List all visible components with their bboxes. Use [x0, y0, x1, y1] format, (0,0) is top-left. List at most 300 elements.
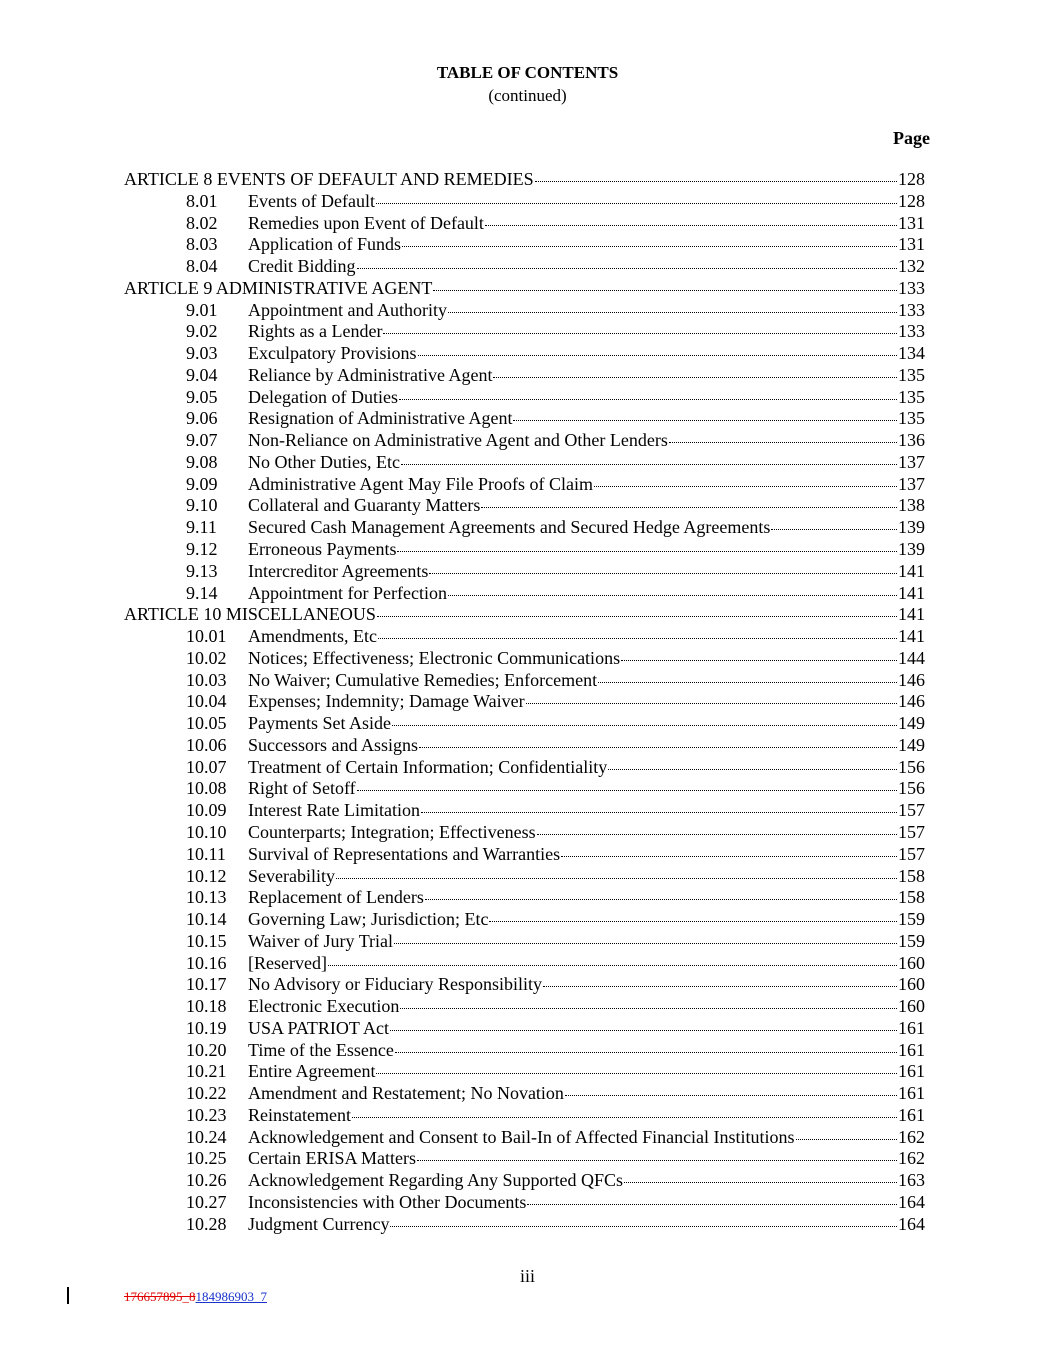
toc-page-number: 131 — [898, 234, 925, 255]
toc-page-number: 162 — [898, 1126, 925, 1147]
toc-section-number: 10.24 — [186, 1126, 227, 1147]
toc-entry-title: No Waiver; Cumulative Remedies; Enforcement — [248, 669, 598, 690]
toc-leader — [248, 713, 897, 735]
toc-leader — [248, 1214, 897, 1236]
toc-section-number: 10.15 — [186, 930, 227, 951]
toc-page-number: 159 — [898, 909, 925, 930]
toc-section-number: 10.23 — [186, 1104, 227, 1125]
dot-leader — [417, 1159, 897, 1161]
toc-entry-title: Events of Default — [248, 190, 375, 211]
toc-page-number: 160 — [898, 952, 925, 973]
toc-section-number: 10.03 — [186, 669, 227, 690]
toc-page-number: 141 — [898, 604, 925, 625]
toc-leader — [124, 278, 897, 300]
dot-leader — [527, 1203, 897, 1205]
toc-leader — [248, 866, 897, 888]
toc-section-number: 10.21 — [186, 1061, 227, 1082]
toc-entry-title: Amendments, Etc — [248, 626, 377, 647]
dot-leader — [771, 528, 897, 530]
toc-section-row — [0, 822, 1055, 844]
toc-section-number: 10.25 — [186, 1148, 227, 1169]
dot-leader — [397, 550, 897, 552]
toc-entry-title: Appointment for Perfection — [248, 582, 447, 603]
toc-section-number: 9.09 — [186, 473, 218, 494]
toc-section-row — [0, 517, 1055, 539]
toc-entry-title: Delegation of Duties — [248, 386, 398, 407]
change-bar — [67, 1287, 69, 1304]
toc-section-number: 10.05 — [186, 713, 227, 734]
toc-leader — [248, 800, 897, 822]
toc-entry-title: Administrative Agent May File Proofs of Claim — [248, 473, 593, 494]
toc-entry-title: Waiver of Jury Trial — [248, 930, 394, 951]
toc-leader — [248, 735, 897, 757]
toc-page-number: 133 — [898, 321, 925, 342]
toc-section-row — [0, 474, 1055, 496]
document-id-deleted: 176657895_8 — [124, 1289, 196, 1304]
toc-page-number: 137 — [898, 451, 925, 472]
toc-leader — [124, 169, 897, 191]
toc-entry-title: Electronic Execution — [248, 996, 400, 1017]
toc-section-row — [0, 996, 1055, 1018]
toc-section-row — [0, 866, 1055, 888]
toc-entry-title: Erroneous Payments — [248, 539, 397, 560]
toc-section-number: 10.08 — [186, 778, 227, 799]
toc-entry-title: Rights as a Lender — [248, 321, 383, 342]
toc-section-row — [0, 1018, 1055, 1040]
toc-section-row — [0, 931, 1055, 953]
toc-page-number: 132 — [898, 256, 925, 277]
dot-leader — [392, 724, 897, 726]
dot-leader — [489, 920, 897, 922]
toc-section-number: 9.02 — [186, 321, 218, 342]
dot-leader — [421, 811, 897, 813]
toc-section-row — [0, 757, 1055, 779]
dot-leader — [352, 1116, 897, 1118]
toc-leader — [248, 561, 897, 583]
toc-section-number: 9.05 — [186, 386, 218, 407]
toc-page-number: 136 — [898, 430, 925, 451]
dot-leader — [336, 877, 897, 879]
toc-entry-title: No Advisory or Fiduciary Responsibility — [248, 974, 542, 995]
toc-entry-title: Resignation of Administrative Agent — [248, 408, 513, 429]
toc-section-number: 10.18 — [186, 996, 227, 1017]
toc-entry-title: Interest Rate Limitation — [248, 800, 420, 821]
toc-leader — [248, 887, 897, 909]
toc-section-number: 10.10 — [186, 821, 227, 842]
toc-leader — [248, 321, 897, 343]
dot-leader — [395, 1051, 897, 1053]
dot-leader — [565, 1094, 897, 1096]
toc-page-number: 161 — [898, 1017, 925, 1038]
dot-leader — [608, 768, 897, 770]
toc-section-number: 9.03 — [186, 343, 218, 364]
toc-leader — [248, 909, 897, 931]
toc-section-row — [0, 1083, 1055, 1105]
toc-section-row — [0, 1127, 1055, 1149]
toc-article-row — [0, 278, 1055, 300]
toc-entry-title: Entire Agreement — [248, 1061, 376, 1082]
toc-leader — [248, 670, 897, 692]
toc-section-row — [0, 191, 1055, 213]
dot-leader — [390, 1225, 897, 1227]
dot-leader — [433, 289, 897, 291]
toc-leader — [248, 974, 897, 996]
dot-leader — [669, 441, 897, 443]
toc-section-row — [0, 1040, 1055, 1062]
toc-leader — [248, 1192, 897, 1214]
toc-leader — [248, 1148, 897, 1170]
dot-leader — [598, 681, 897, 683]
dot-leader — [448, 594, 897, 596]
toc-page-number: 131 — [898, 212, 925, 233]
dot-leader — [796, 1138, 897, 1140]
dot-leader — [418, 354, 898, 356]
toc-section-row — [0, 365, 1055, 387]
toc-entry-title: Severability — [248, 865, 335, 886]
dot-leader — [535, 180, 897, 182]
toc-page-number: 135 — [898, 364, 925, 385]
toc-section-number: 10.12 — [186, 865, 227, 886]
toc-section-number: 10.22 — [186, 1083, 227, 1104]
toc-entry-title: Application of Funds — [248, 234, 401, 255]
toc-leader — [248, 495, 897, 517]
toc-section-number: 9.10 — [186, 495, 218, 516]
toc-section-number: 10.11 — [186, 843, 226, 864]
toc-leader — [248, 1083, 897, 1105]
toc-leader — [248, 996, 897, 1018]
toc-entry-title: Replacement of Lenders — [248, 887, 424, 908]
toc-leader — [248, 430, 897, 452]
dot-leader — [543, 985, 897, 987]
toc-entry-title: Certain ERISA Matters — [248, 1148, 416, 1169]
toc-page-number: 128 — [898, 169, 925, 189]
toc-section-number: 9.14 — [186, 582, 218, 603]
dot-leader — [377, 615, 897, 617]
toc-leader — [248, 1018, 897, 1040]
toc-page-number: 137 — [898, 473, 925, 494]
toc-page-number: 146 — [898, 669, 925, 690]
toc-entry-title: Remedies upon Event of Default — [248, 212, 484, 233]
dot-leader — [376, 1072, 897, 1074]
toc-section-row — [0, 561, 1055, 583]
toc-section-row — [0, 1148, 1055, 1170]
toc-entry-title: Time of the Essence — [248, 1039, 394, 1060]
toc-leader — [248, 517, 897, 539]
dot-leader — [390, 1029, 897, 1031]
toc-section-number: 9.07 — [186, 430, 218, 451]
dot-leader — [376, 202, 897, 204]
toc-section-row — [0, 974, 1055, 996]
dot-leader — [561, 855, 897, 857]
dot-leader — [357, 267, 898, 269]
toc-entry-title: Counterparts; Integration; Effectiveness — [248, 821, 536, 842]
toc-section-row — [0, 648, 1055, 670]
toc-page-number: 158 — [898, 865, 925, 886]
toc-section-number: 10.13 — [186, 887, 227, 908]
toc-entry-title: Non-Reliance on Administrative Agent and Other Lenders — [248, 430, 668, 451]
toc-section-row — [0, 1214, 1055, 1236]
dot-leader — [394, 942, 897, 944]
toc-section-number: 9.13 — [186, 560, 218, 581]
toc-section-number: 10.16 — [186, 952, 227, 973]
toc-leader — [248, 191, 897, 213]
toc-section-number: 10.06 — [186, 734, 227, 755]
toc-page-number: 159 — [898, 930, 925, 951]
toc-section-number: 10.07 — [186, 756, 227, 777]
toc-entry-title: Amendment and Restatement; No Novation — [248, 1083, 564, 1104]
toc-section-row — [0, 408, 1055, 430]
toc-entry-title: ARTICLE 9 ADMINISTRATIVE AGENT — [124, 277, 433, 298]
toc-leader — [248, 953, 897, 975]
document-id — [124, 1289, 267, 1305]
toc-page-number: 158 — [898, 887, 925, 908]
toc-leader — [248, 452, 897, 474]
toc-list — [0, 169, 1055, 1236]
toc-entry-title: ARTICLE 10 MISCELLANEOUS — [124, 604, 376, 625]
toc-page-number: 156 — [898, 756, 925, 777]
dot-leader — [402, 245, 897, 247]
toc-article-row — [0, 169, 1055, 191]
toc-page-number: 141 — [898, 582, 925, 603]
toc-page-number: 164 — [898, 1213, 925, 1234]
toc-page-number: 161 — [898, 1104, 925, 1125]
toc-entry-title: [Reserved] — [248, 952, 327, 973]
toc-section-row — [0, 213, 1055, 235]
toc-entry-title: USA PATRIOT Act — [248, 1017, 390, 1038]
toc-section-row — [0, 800, 1055, 822]
toc-entry-title: Survival of Representations and Warranties — [248, 843, 561, 864]
toc-section-row — [0, 670, 1055, 692]
toc-entry-title: No Other Duties, Etc — [248, 451, 400, 472]
dot-leader — [624, 1181, 897, 1183]
toc-leader — [248, 626, 897, 648]
page-number: iii — [519, 1266, 535, 1286]
toc-section-row — [0, 300, 1055, 322]
toc-entry-title: Reliance by Administrative Agent — [248, 364, 493, 385]
toc-section-number: 10.02 — [186, 647, 227, 668]
toc-entry-title: Acknowledgement and Consent to Bail-In of Affected Financial Institutions — [248, 1126, 795, 1147]
toc-page-number: 160 — [898, 974, 925, 995]
page-column-label: Page — [893, 128, 930, 148]
toc-entry-title: Appointment and Authority — [248, 299, 447, 320]
toc-leader — [248, 757, 897, 779]
toc-section-row — [0, 626, 1055, 648]
toc-entry-title: Successors and Assigns — [248, 734, 418, 755]
toc-section-number: 10.09 — [186, 800, 227, 821]
toc-section-row — [0, 1192, 1055, 1214]
dot-leader — [378, 637, 897, 639]
toc-leader — [248, 648, 897, 670]
dot-leader — [513, 419, 897, 421]
toc-section-row — [0, 539, 1055, 561]
toc-section-row — [0, 691, 1055, 713]
toc-leader — [248, 365, 897, 387]
toc-entry-title: Intercreditor Agreements — [248, 560, 429, 581]
toc-leader — [248, 539, 897, 561]
toc-leader — [124, 604, 897, 626]
toc-section-row — [0, 234, 1055, 256]
toc-entry-title: Right of Setoff — [248, 778, 356, 799]
dot-leader — [448, 311, 897, 313]
toc-section-number: 10.28 — [186, 1213, 227, 1234]
toc-section-number: 9.06 — [186, 408, 218, 429]
toc-page-number: 139 — [898, 517, 925, 538]
dot-leader — [429, 572, 897, 574]
toc-page-number: 133 — [898, 299, 925, 320]
toc-leader — [248, 844, 897, 866]
toc-section-row — [0, 909, 1055, 931]
toc-section-row — [0, 583, 1055, 605]
toc-page-number: 162 — [898, 1148, 925, 1169]
toc-section-number: 8.03 — [186, 234, 218, 255]
toc-entry-title: Reinstatement — [248, 1104, 351, 1125]
dot-leader — [328, 964, 897, 966]
dot-leader — [425, 898, 897, 900]
toc-entry-title: Credit Bidding — [248, 256, 356, 277]
toc-section-number: 10.26 — [186, 1170, 227, 1191]
dot-leader — [399, 398, 897, 400]
toc-page-number: 157 — [898, 843, 925, 864]
toc-page-number: 138 — [898, 495, 925, 516]
toc-leader — [248, 1127, 897, 1149]
toc-section-row — [0, 321, 1055, 343]
toc-section-number: 9.01 — [186, 299, 218, 320]
toc-page-number: 135 — [898, 408, 925, 429]
toc-leader — [248, 343, 897, 365]
toc-page-number: 139 — [898, 539, 925, 560]
toc-page-number: 141 — [898, 560, 925, 581]
toc-entry-title: Exculpatory Provisions — [248, 343, 417, 364]
toc-entry-title: ARTICLE 8 EVENTS OF DEFAULT AND REMEDIES — [124, 169, 534, 189]
toc-section-row — [0, 495, 1055, 517]
toc-leader — [248, 931, 897, 953]
toc-leader — [248, 822, 897, 844]
toc-section-row — [0, 452, 1055, 474]
toc-page-number: 157 — [898, 821, 925, 842]
toc-page-number: 149 — [898, 734, 925, 755]
toc-leader — [248, 408, 897, 430]
toc-leader — [248, 691, 897, 713]
toc-section-row — [0, 343, 1055, 365]
toc-section-row — [0, 887, 1055, 909]
toc-page-number: 141 — [898, 626, 925, 647]
toc-title: TABLE OF CONTENTS — [436, 63, 619, 82]
toc-section-row — [0, 844, 1055, 866]
toc-section-number: 10.14 — [186, 909, 227, 930]
toc-leader — [248, 213, 897, 235]
toc-page-number: 164 — [898, 1191, 925, 1212]
toc-page-number: 161 — [898, 1039, 925, 1060]
toc-leader — [248, 1040, 897, 1062]
toc-entry-title: Expenses; Indemnity; Damage Waiver — [248, 691, 525, 712]
toc-leader — [248, 1170, 897, 1192]
toc-section-number: 9.04 — [186, 364, 218, 385]
toc-leader — [248, 778, 897, 800]
toc-leader — [248, 1105, 897, 1127]
toc-section-row — [0, 953, 1055, 975]
toc-section-number: 8.04 — [186, 256, 218, 277]
toc-entry-title: Governing Law; Jurisdiction; Etc — [248, 909, 489, 930]
toc-section-number: 10.20 — [186, 1039, 227, 1060]
toc-page-number: 146 — [898, 691, 925, 712]
toc-page-number: 157 — [898, 800, 925, 821]
dot-leader — [419, 746, 897, 748]
toc-section-number: 10.27 — [186, 1191, 227, 1212]
toc-entry-title: Secured Cash Management Agreements and Secured Hedge Agreements — [248, 517, 771, 538]
toc-page-number: 135 — [898, 386, 925, 407]
toc-section-row — [0, 1105, 1055, 1127]
toc-leader — [248, 256, 897, 278]
toc-subtitle: (continued) — [488, 86, 567, 105]
toc-section-number: 8.01 — [186, 190, 218, 211]
toc-page-number: 144 — [898, 647, 925, 668]
toc-section-number: 9.11 — [186, 517, 217, 538]
toc-page-number: 133 — [898, 277, 925, 298]
toc-section-number: 10.04 — [186, 691, 227, 712]
toc-section-row — [0, 735, 1055, 757]
toc-page-number: 134 — [898, 343, 925, 364]
toc-leader — [248, 1061, 897, 1083]
toc-page-number: 161 — [898, 1083, 925, 1104]
toc-section-row — [0, 430, 1055, 452]
toc-leader — [248, 474, 897, 496]
toc-entry-title: Inconsistencies with Other Documents — [248, 1191, 527, 1212]
toc-section-row — [0, 1170, 1055, 1192]
toc-page-number: 156 — [898, 778, 925, 799]
toc-page-number: 161 — [898, 1061, 925, 1082]
toc-leader — [248, 387, 897, 409]
dot-leader — [594, 485, 897, 487]
toc-section-number: 9.08 — [186, 451, 218, 472]
toc-entry-title: Collateral and Guaranty Matters — [248, 495, 481, 516]
toc-section-row — [0, 387, 1055, 409]
toc-section-number: 10.19 — [186, 1017, 227, 1038]
toc-section-row — [0, 713, 1055, 735]
toc-entry-title: Treatment of Certain Information; Confidentiality — [248, 756, 608, 777]
dot-leader — [526, 702, 897, 704]
toc-page-number: 128 — [898, 190, 925, 211]
dot-leader — [621, 659, 897, 661]
toc-leader — [248, 234, 897, 256]
toc-entry-title: Acknowledgement Regarding Any Supported QFCs — [248, 1170, 623, 1191]
toc-section-row — [0, 1061, 1055, 1083]
toc-section-row — [0, 778, 1055, 800]
toc-page-number: 149 — [898, 713, 925, 734]
dot-leader — [401, 463, 897, 465]
dot-leader — [537, 833, 897, 835]
toc-section-number: 10.01 — [186, 626, 227, 647]
toc-section-number: 10.17 — [186, 974, 227, 995]
document-id-inserted: 184986903_7 — [195, 1289, 267, 1304]
toc-article-row — [0, 604, 1055, 626]
toc-leader — [248, 583, 897, 605]
toc-section-row — [0, 256, 1055, 278]
dot-leader — [400, 1007, 897, 1009]
toc-entry-title: Payments Set Aside — [248, 713, 391, 734]
toc-leader — [248, 300, 897, 322]
dot-leader — [485, 224, 897, 226]
dot-leader — [383, 332, 897, 334]
dot-leader — [493, 376, 897, 378]
toc-entry-title: Notices; Effectiveness; Electronic Communications — [248, 647, 621, 668]
toc-section-number: 8.02 — [186, 212, 218, 233]
dot-leader — [481, 506, 897, 508]
toc-entry-title: Judgment Currency — [248, 1213, 390, 1234]
toc-page-number: 163 — [898, 1170, 925, 1191]
dot-leader — [357, 789, 897, 791]
toc-section-number: 9.12 — [186, 539, 218, 560]
toc-page-number: 160 — [898, 996, 925, 1017]
